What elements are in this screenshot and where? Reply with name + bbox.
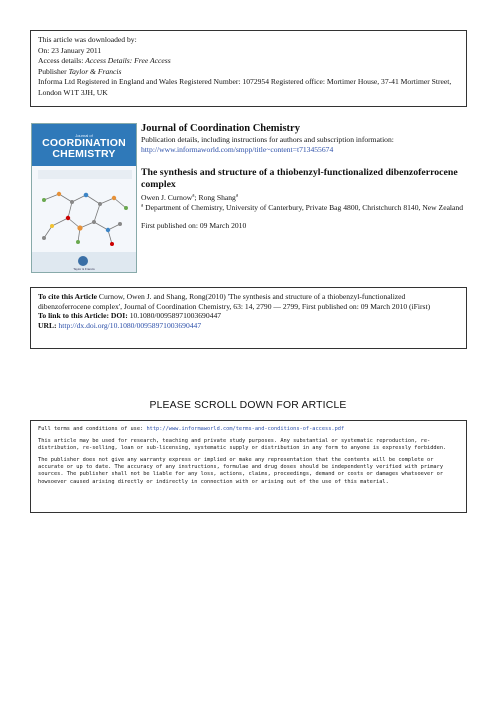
- cite-line: [38, 292, 459, 311]
- publication-details: Publication details, including instructions for authors and subscription information:: [141, 135, 394, 144]
- article-title: The synthesis and structure of a thiobenzyl-functionalized dibenzoferrocene complex: [141, 166, 458, 191]
- first-published: First published on: 09 March 2010: [141, 221, 247, 231]
- terms-paragraph-1: This article may be used for research, teaching and private study purposes. Any substantial or systematic reproduction, re-distribution, re-selling, loan or sub-licensing, systematic supply or distribution in any form to anyone is expressly forbidden.: [38, 438, 447, 452]
- journal-cover-image: [31, 123, 137, 273]
- terms-intro: Full terms and conditions of use:: [38, 426, 147, 432]
- download-info-box: [30, 30, 467, 107]
- terms-link[interactable]: http://www.informaworld.com/terms-and-conditions-of-access.pdf: [146, 426, 345, 432]
- affiliation: [141, 203, 471, 213]
- downloaded-by-line: This article was downloaded by:: [38, 35, 137, 44]
- cover-publisher-name: Taylor & Francis: [73, 267, 95, 271]
- author-affil-sup: a: [192, 193, 195, 199]
- doi-value: 10.1080/00958971003690447: [127, 311, 222, 321]
- publisher-value: Taylor & Francis: [68, 66, 122, 76]
- cite-label: To cite this Article: [38, 292, 97, 301]
- terms-box: [30, 420, 467, 513]
- publisher-label: Publisher: [38, 66, 69, 76]
- terms-intro-line: [38, 426, 459, 433]
- citation-box: [30, 287, 467, 349]
- publisher-line: [38, 67, 459, 78]
- url-line: [38, 321, 459, 331]
- molecule-structure-icon: [34, 180, 134, 250]
- registration-text: Informa Ltd Registered in England and Wales Registered Number: 1072954 Registered office: Mortimer House, 37-41 Mortimer Street, London W1T 3JH, UK: [38, 77, 452, 97]
- cite-text: Curnow, Owen J. and Shang, Rong(2010) 'The synthesis and structure of a thiobenzyl-functionalized dibenzoferrocene complex', Journal of Coordination Chemistry, 63: 14, 2790 — 2799, First published on: 09 March 2010 (iFirst): [38, 292, 431, 311]
- affiliation-sup: a: [141, 203, 144, 209]
- cover-publisher-strip: [32, 252, 136, 272]
- author-1: Owen J. Curnow: [141, 192, 193, 202]
- authors: [141, 193, 471, 203]
- doi-label: To link to this Article: DOI:: [38, 311, 128, 321]
- cover-panel-title: [38, 170, 132, 179]
- scroll-notice: PLEASE SCROLL DOWN FOR ARTICLE: [149, 400, 347, 411]
- subscription-link[interactable]: http://www.informaworld.com/smpp/title~content=t713455674: [141, 144, 334, 154]
- doi-url-link[interactable]: http://dx.doi.org/10.1080/00958971003690447: [56, 320, 202, 330]
- author2-affil-sup: a: [235, 193, 239, 199]
- cover-journal-small: Journal of: [75, 133, 93, 138]
- access-details-line: [38, 56, 459, 67]
- publisher-logo-icon: [78, 256, 88, 266]
- cover-journal-big: COORDINATION CHEMISTRY: [42, 137, 126, 160]
- download-date-line: On: 23 January 2011: [38, 45, 102, 55]
- article-info: [141, 123, 471, 231]
- journal-title: Journal of Coordination Chemistry: [141, 123, 300, 134]
- affiliation-text: Department of Chemistry, University of Canterbury, Private Bag 4800, Christchurch 8140, New Zealand: [143, 203, 464, 213]
- author-2: ; Rong Shang: [194, 192, 236, 202]
- access-label: Access details:: [38, 56, 86, 66]
- access-value: Access Details: Free Access: [85, 56, 171, 66]
- doi-line: [38, 311, 459, 321]
- terms-paragraph-2: The publisher does not give any warranty express or implied or make any representation that the contents will be complete or accurate or up to date. The accuracy of any instructions, formulae and drug doses should be independently verified with primary sources. The publisher shall not be liable for any loss, actions, claims, proceedings, demand or costs or damages whatsoever or howsoever caused arising directly or indirectly in connection with or arising out of the use of this material.: [38, 457, 444, 485]
- url-label: URL:: [38, 320, 57, 330]
